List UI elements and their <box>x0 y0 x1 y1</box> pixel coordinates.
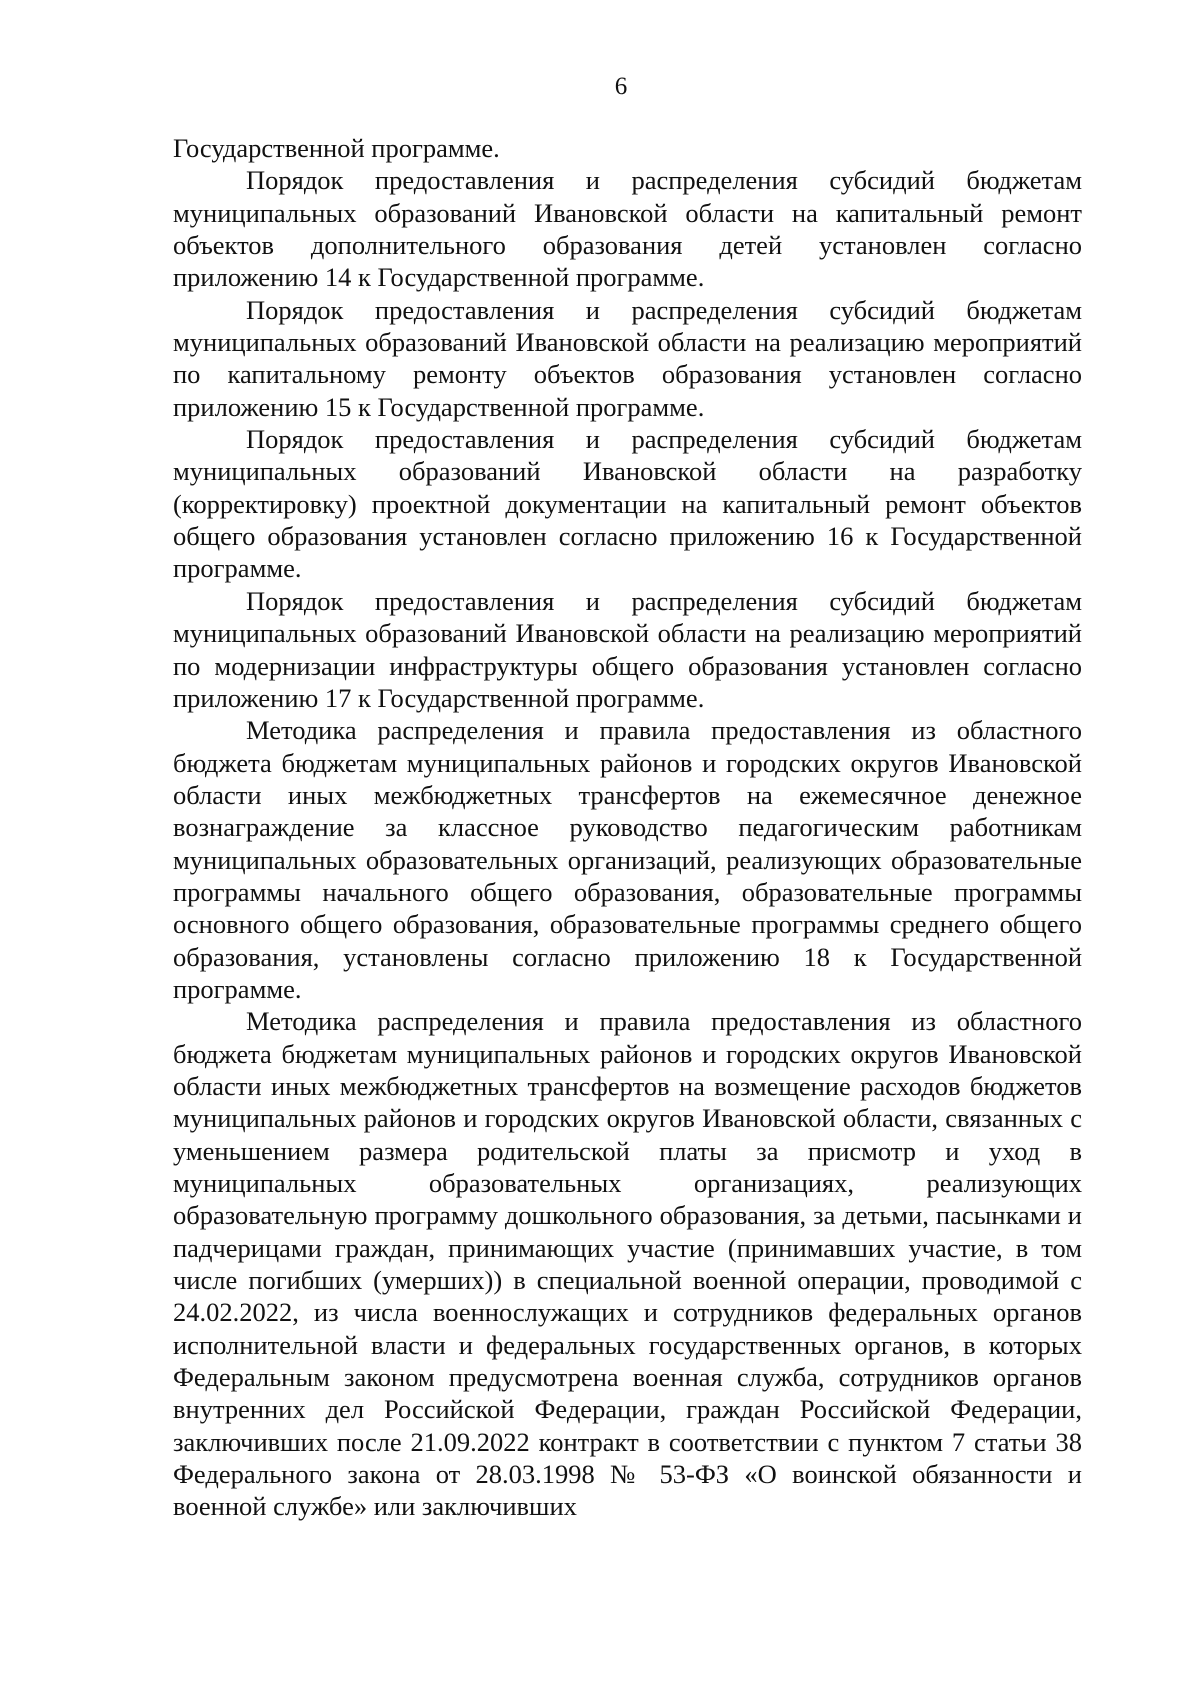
paragraph-appendix-14: Порядок предоставления и распределения субсидий бюджетам муниципальных образований Ивановской области на капитальный ремонт объектов дополнительного образования детей установлен согласно приложению 14 к Государственной программе. <box>173 165 1082 293</box>
document-body <box>173 132 1082 1523</box>
paragraph-parental-fee: Методика распределения и правила предоставления из областного бюджета бюджетам муниципальных районов и городских округов Ивановской области иных межбюджетных трансфертов на возмещение расходов бюджетов муниципальных районов и городских округов Ивановской области, связанных с уменьшением размера родительской платы за присмотр и уход в муниципальных образовательных организациях, реализующих образовательную программу дошкольного образования, за детьми, пасынками и падчерицами граждан, принимающих участие (принимавших участие, в том числе погибших (умерших)) в специальной военной операции, проводимой с 24.02.2022, из числа военнослужащих и сотрудников федеральных органов исполнительной власти и федеральных государственных органов, в которых Федеральным законом предусмотрена военная служба, сотрудников органов внутренних дел Российской Федерации, граждан Российской Федерации, заключивших после 21.09.2022 контракт в соответствии с пунктом 7 статьи 38 Федерального закона от 28.03.1998 № 53-ФЗ «О воинской обязанности и военной службе» или заключивших <box>173 1006 1082 1522</box>
paragraph-appendix-18: Методика распределения и правила предоставления из областного бюджета бюджетам муниципальных районов и городских округов Ивановской области иных межбюджетных трансфертов на ежемесячное денежное вознаграждение за классное руководство педагогическим работникам муниципальных образовательных организаций, реализующих образовательные программы начального общего образования, образовательные программы основного общего образования, образовательные программы среднего общего образования, установлены согласно приложению 18 к Государственной программе. <box>173 715 1082 1004</box>
paragraph-appendix-16: Порядок предоставления и распределения субсидий бюджетам муниципальных образований Ивановской области на разработку (корректировку) проектной документации на капитальный ремонт объектов общего образования установлен согласно приложению 16 к Государственной программе. <box>173 424 1082 584</box>
paragraph-appendix-17: Порядок предоставления и распределения субсидий бюджетам муниципальных образований Ивановской области на реализацию мероприятий по модернизации инфраструктуры общего образования установлен согласно приложению 17 к Государственной программе. <box>173 585 1082 713</box>
page-number: 6 <box>614 73 628 100</box>
paragraph-appendix-15: Порядок предоставления и распределения субсидий бюджетам муниципальных образований Ивановской области на реализацию мероприятий по капитальному ремонту объектов образования установлен согласно приложению 15 к Государственной программе. <box>173 294 1082 422</box>
paragraph-continuation: Государственной программе. <box>173 133 500 163</box>
